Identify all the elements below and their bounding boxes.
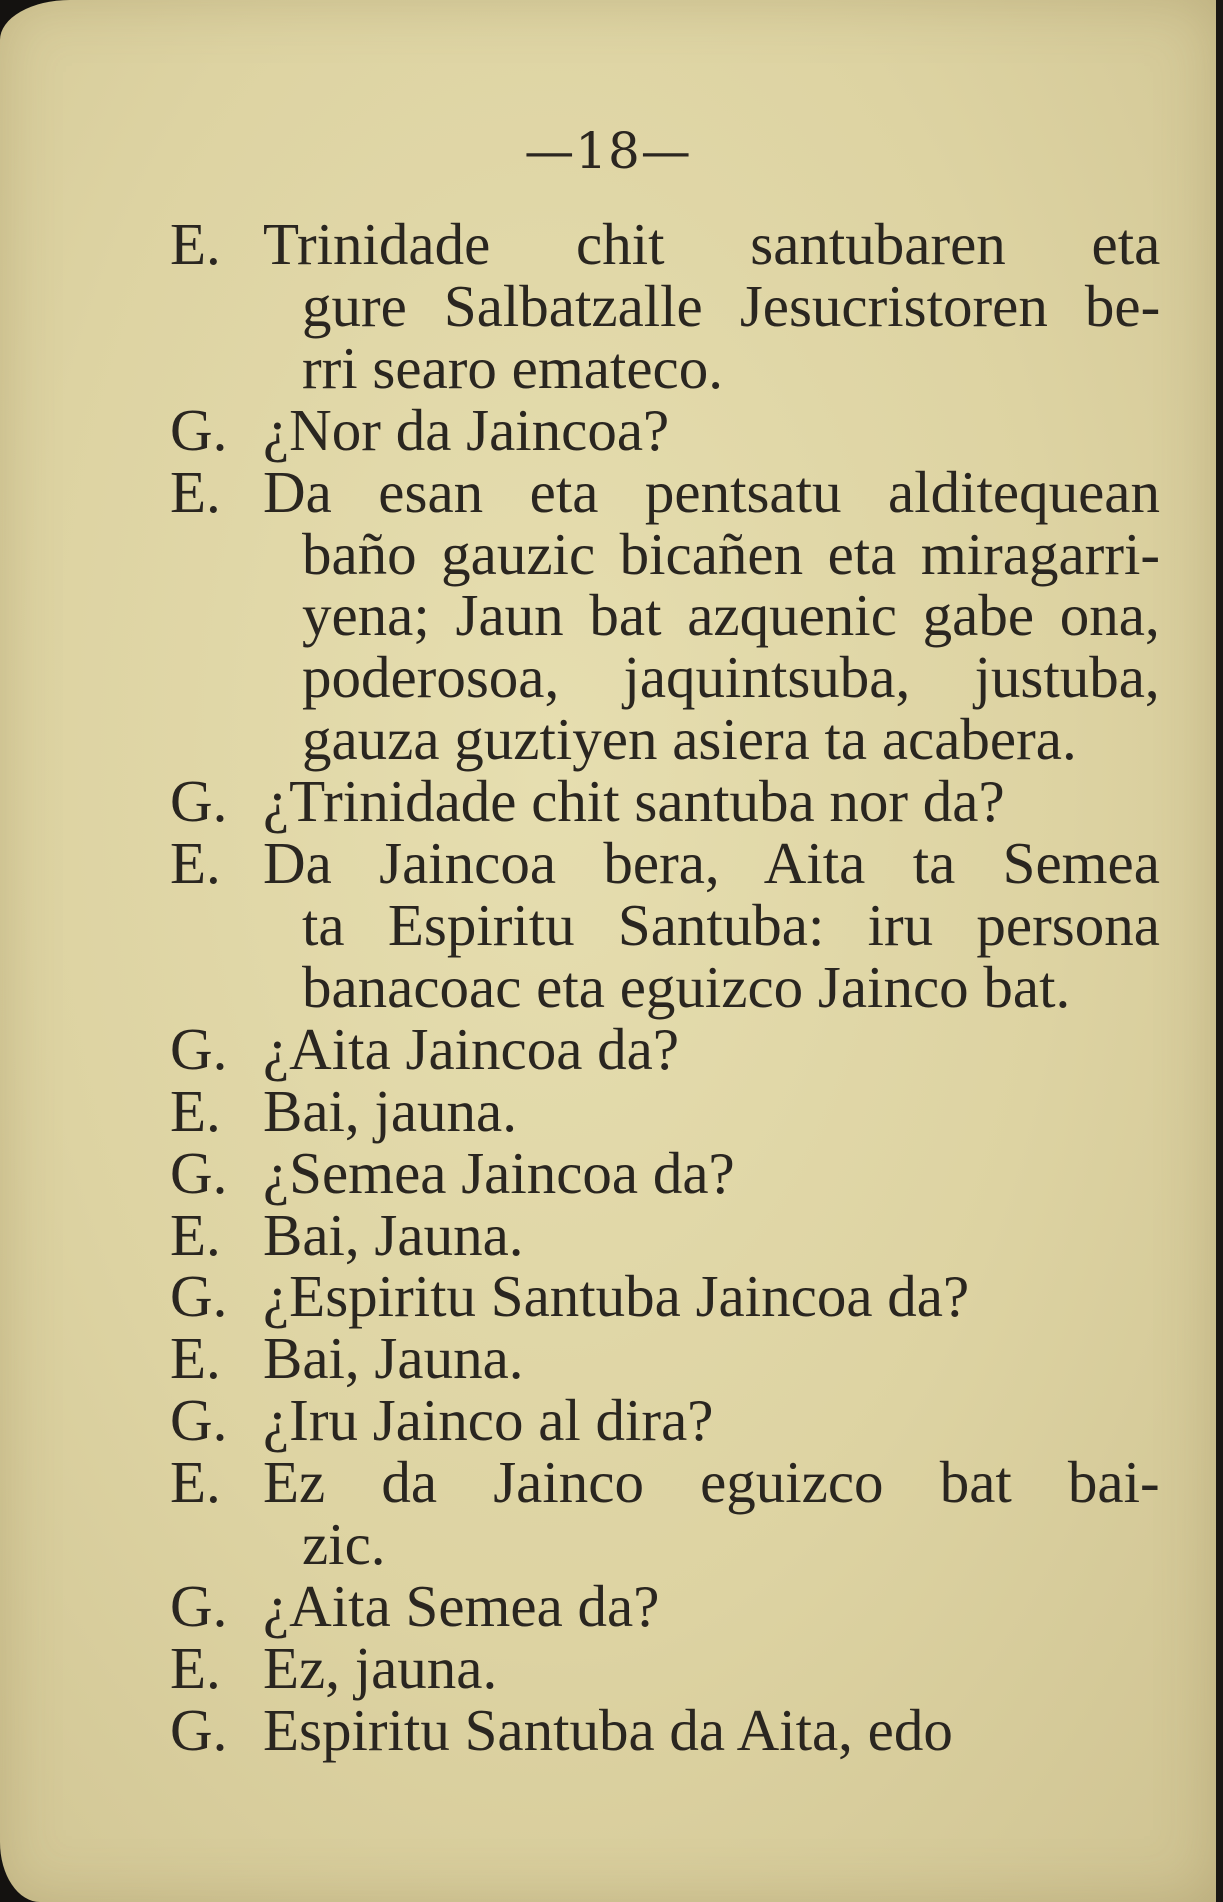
- dialogue-text-block: [263, 396, 1160, 463]
- dialogue-text-block: [263, 1325, 1160, 1392]
- text-line: banacoac eta eguizco Jainco bat.: [302, 953, 1071, 1020]
- text-line: Espiritu Santuba da Aita, edo: [263, 1696, 953, 1763]
- text-line: ¿Semea Jaincoa da?: [263, 1139, 735, 1206]
- text-line: ¿Aita Semea da?: [263, 1572, 660, 1639]
- speaker-label: G.: [170, 1015, 228, 1082]
- dialogue-text-block: [263, 1201, 1160, 1268]
- dialogue-entry: [170, 1387, 1160, 1454]
- text-line: Bai, Jauna.: [263, 1325, 524, 1392]
- text-line: Bai, jauna.: [263, 1077, 517, 1144]
- speaker-label: E.: [170, 211, 221, 277]
- dialogue-text-block: [263, 1077, 1160, 1144]
- text-line: gure Salbatzalle Jesucristoren be-: [302, 272, 1161, 339]
- dialogue-entry: [170, 1201, 1160, 1268]
- text-line: ¿Nor da Jaincoa?: [263, 396, 670, 463]
- text-line: ¿Trinidade chit santuba nor da?: [263, 768, 1005, 835]
- dialogue-text-block: [263, 458, 1160, 773]
- dialogue-text-block: [263, 211, 1161, 401]
- text-line: Bai, Jauna.: [263, 1201, 524, 1268]
- dialogue-entry: [170, 768, 1160, 835]
- dialogue-entry: [170, 1139, 1160, 1206]
- dialogue-entry: [170, 1634, 1160, 1701]
- dialogue-text-block: [263, 1015, 1160, 1082]
- dialogue-entry: [170, 396, 1160, 463]
- text-line: ¿Aita Jaincoa da?: [263, 1015, 680, 1082]
- dialogue-entry: [170, 830, 1160, 1020]
- text-line: Da Jaincoa bera, Aita ta Semea: [263, 830, 1160, 897]
- dialogue-text-block: [263, 1634, 1160, 1701]
- dialogue-text-block: [263, 1139, 1160, 1206]
- dialogue-text-block: [263, 830, 1160, 1020]
- dialogue-text: [170, 211, 1161, 1763]
- speaker-label: G.: [170, 1387, 228, 1454]
- text-line: Da esan eta pentsatu alditequean: [263, 458, 1160, 525]
- text-line: Ez da Jainco eguizco bat bai-: [263, 1449, 1160, 1516]
- dialogue-entry: [170, 211, 1161, 401]
- text-line: zic.: [302, 1511, 386, 1578]
- speaker-label: E.: [170, 830, 221, 897]
- text-line: gauza guztiyen asiera ta acabera.: [302, 706, 1077, 773]
- text-line: poderosoa, jaquintsuba, justuba,: [302, 644, 1160, 711]
- speaker-label: E.: [170, 1449, 221, 1516]
- text-line: baño gauzic bicañen eta miragarri-: [302, 520, 1160, 587]
- speaker-label: E.: [170, 1325, 221, 1392]
- text-line: yena; Jaun bat azquenic gabe ona,: [302, 582, 1160, 649]
- dialogue-text-block: [263, 1696, 1160, 1763]
- dialogue-entry: [170, 1696, 1160, 1763]
- speaker-label: G.: [170, 1696, 228, 1763]
- text-line: ta Espiritu Santuba: iru persona: [302, 891, 1160, 958]
- dialogue-text-block: [263, 768, 1160, 835]
- speaker-label: G.: [170, 396, 228, 463]
- dialogue-entry: [170, 458, 1160, 773]
- speaker-label: E.: [170, 458, 221, 525]
- speaker-label: E.: [170, 1634, 221, 1701]
- dialogue-entry: [170, 1449, 1160, 1578]
- text-line: Ez, jauna.: [263, 1634, 498, 1701]
- page-edge-shadow: [1216, 0, 1223, 1902]
- dialogue-text-block: [263, 1387, 1160, 1454]
- dialogue-entry: [170, 1325, 1160, 1392]
- text-line: rri searo emateco.: [302, 334, 723, 401]
- dialogue-entry: [170, 1263, 1160, 1330]
- speaker-label: G.: [170, 1572, 228, 1639]
- dialogue-entry: [170, 1015, 1160, 1082]
- dialogue-text-block: [263, 1263, 1160, 1330]
- speaker-label: G.: [170, 768, 228, 835]
- text-line: ¿Iru Jainco al dira?: [263, 1387, 714, 1454]
- speaker-label: E.: [170, 1201, 221, 1268]
- dialogue-text-block: [263, 1449, 1160, 1578]
- speaker-label: G.: [170, 1139, 228, 1206]
- dialogue-entry: [170, 1077, 1160, 1144]
- dialogue-entry: [170, 1572, 1160, 1639]
- page-number: —18—: [524, 122, 692, 180]
- speaker-label: G.: [170, 1263, 228, 1330]
- text-line: ¿Espiritu Santuba Jaincoa da?: [263, 1263, 970, 1330]
- dialogue-text-block: [263, 1572, 1160, 1639]
- text-line: Trinidade chit santubaren eta: [263, 211, 1161, 277]
- speaker-label: E.: [170, 1077, 221, 1144]
